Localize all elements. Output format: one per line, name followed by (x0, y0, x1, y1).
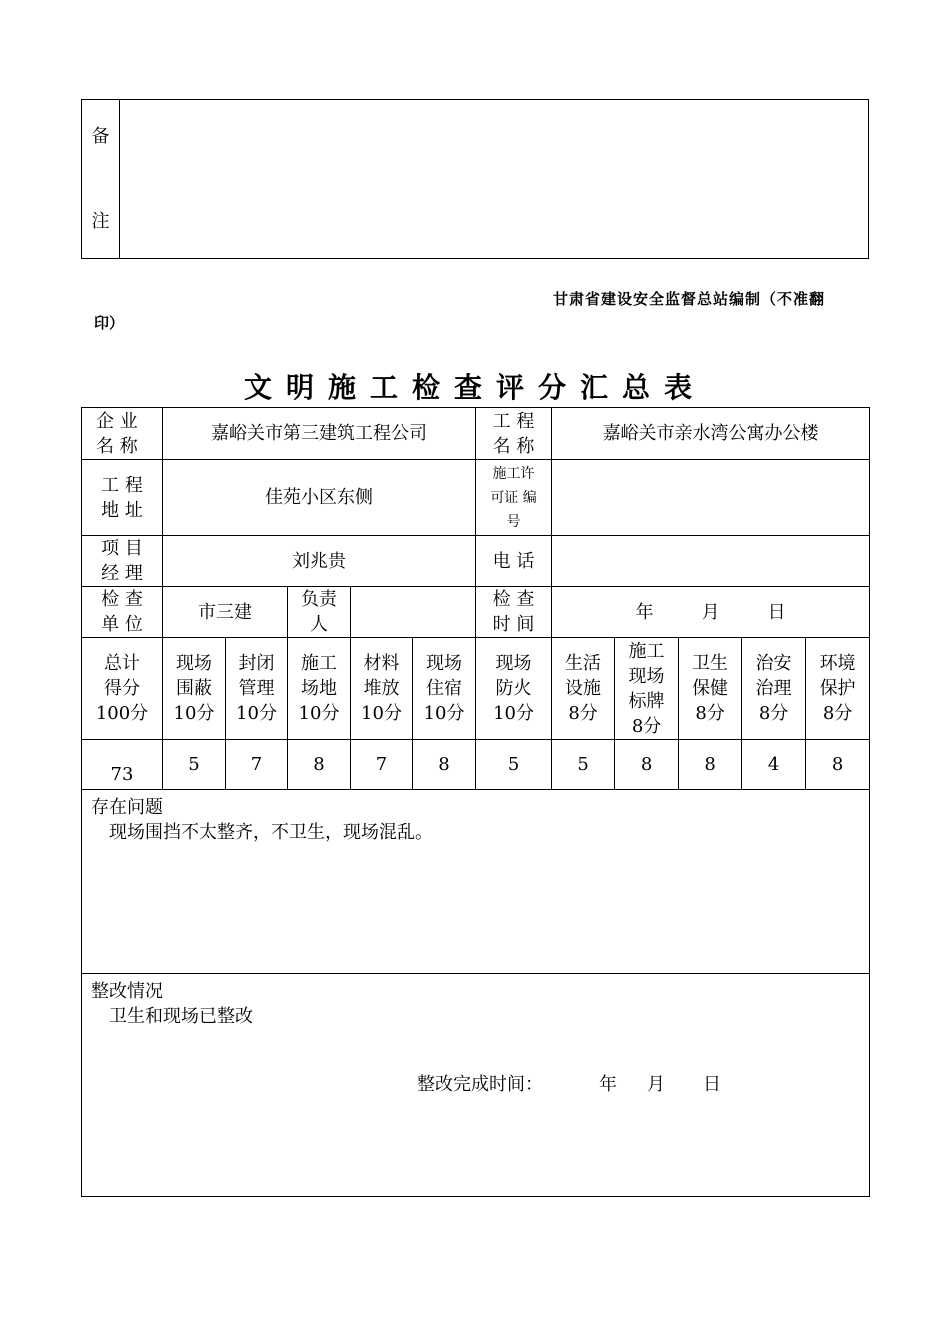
score-header-line: 围蔽 (176, 678, 212, 699)
score-value-cell: 8 (615, 740, 679, 790)
project-value: 嘉峪关市亲水湾公寓办公楼 (552, 408, 870, 460)
score-header-line: 施工 (301, 653, 337, 674)
permit-value (552, 460, 870, 536)
score-header-line: 10分 (236, 703, 277, 724)
score-header-cell (552, 638, 615, 740)
score-header-line: 10分 (423, 703, 465, 724)
score-header-line: 材料 (363, 653, 400, 674)
project-label: 工 程 名 称 (476, 408, 552, 460)
score-header-line: 生活 (565, 653, 602, 674)
score-header-line: 设施 (565, 678, 602, 699)
responsible-value (351, 587, 476, 638)
score-value-row (82, 740, 870, 790)
score-header-line: 治理 (755, 678, 792, 699)
score-header-line: 环境 (819, 653, 856, 674)
score-header-cell (288, 638, 351, 740)
problems-row (82, 790, 870, 974)
summary-table (81, 407, 870, 1197)
issuer-text-line1: 甘肃省建设安全监督总站编制（不准翻 (553, 290, 826, 308)
score-header-line: 8分 (758, 703, 789, 724)
score-header-line: 8分 (695, 703, 725, 724)
phone-label: 电 话 (476, 536, 552, 587)
inspection-row (82, 587, 870, 638)
score-header-cell (413, 638, 476, 740)
score-header-line: 8分 (822, 703, 853, 724)
score-header-line: 住宿 (426, 678, 463, 699)
score-value-cell: 8 (413, 740, 476, 790)
score-header-line: 保健 (692, 678, 729, 699)
score-header-line: 标牌 (628, 690, 665, 712)
address-row (82, 460, 870, 536)
score-header-line: 8分 (631, 715, 662, 737)
phone-value (552, 536, 870, 587)
rectification-cell (82, 974, 870, 1197)
problems-label: 存在问题 (91, 797, 163, 818)
time-label: 检 查 时 间 (476, 587, 552, 638)
score-value-cell: 5 (476, 740, 552, 790)
score-header-line: 10分 (298, 703, 340, 724)
score-value-cell: 5 (552, 740, 615, 790)
problems-cell (82, 790, 870, 974)
score-header-line: 施工 (628, 640, 665, 662)
score-value-cell: 4 (742, 740, 806, 790)
manager-label: 项 目 经 理 (82, 536, 163, 587)
score-header-line: 治安 (755, 653, 792, 674)
issuer-text-line2: 印） (94, 314, 125, 332)
score-value-cell: 7 (351, 740, 413, 790)
score-value-cell: 8 (806, 740, 870, 790)
score-header-line: 10分 (173, 703, 215, 724)
manager-value: 刘兆贵 (163, 536, 476, 587)
page-title: 文明施工检查评分汇总表 (243, 371, 706, 404)
score-header-line: 管理 (238, 678, 275, 699)
permit-label: 施工许 可证 编 号 (476, 460, 552, 536)
score-header-cell (82, 638, 163, 740)
remarks-label-cell (82, 100, 120, 259)
remarks-table (81, 99, 869, 259)
company-row (82, 408, 870, 460)
score-header-line: 现场 (628, 665, 665, 687)
score-header-line: 10分 (361, 703, 402, 724)
score-header-line: 封闭 (238, 653, 275, 674)
score-header-cell (615, 638, 679, 740)
score-header-cell (476, 638, 552, 740)
score-header-line: 现场 (495, 653, 532, 674)
score-header-line: 8分 (568, 703, 598, 724)
score-header-cell (679, 638, 742, 740)
score-header-line: 得分 (104, 678, 140, 699)
score-value-cell: 8 (679, 740, 742, 790)
score-header-line: 100分 (95, 703, 149, 724)
address-value: 佳苑小区东侧 (163, 460, 476, 536)
score-header-line: 场地 (301, 678, 337, 699)
score-header-line: 10分 (493, 703, 534, 724)
score-header-line: 卫生 (692, 653, 729, 674)
address-label: 工 程 地 址 (82, 460, 163, 536)
score-header-line: 保护 (819, 678, 856, 699)
inspector-label: 检 查 单 位 (82, 587, 163, 638)
rectification-row (82, 974, 870, 1197)
rectification-completion-time: 整改完成时间： 年 月 日 (417, 1074, 721, 1095)
responsible-label: 负责 人 (288, 587, 351, 638)
total-score-cell: 73 (82, 740, 163, 790)
inspector-value: 市三建 (163, 587, 288, 638)
score-header-cell (226, 638, 288, 740)
company-value: 嘉峪关市第三建筑工程公司 (163, 408, 476, 460)
remarks-content-cell (120, 100, 869, 259)
score-header-cell (742, 638, 806, 740)
time-value: 年 月 日 (552, 587, 870, 638)
score-header-line: 现场 (426, 653, 463, 674)
rectification-text: 卫生和现场已整改 (109, 1006, 253, 1027)
score-header-cell (351, 638, 413, 740)
rectification-label: 整改情况 (91, 981, 163, 1002)
score-header-row (82, 638, 870, 740)
score-header-cell (806, 638, 870, 740)
score-value-cell: 5 (163, 740, 226, 790)
remarks-label-bottom: 注 (91, 211, 110, 232)
score-header-cell (163, 638, 226, 740)
remarks-label-top: 备 (91, 126, 110, 147)
manager-row (82, 536, 870, 587)
score-header-line: 堆放 (363, 678, 400, 699)
problems-text: 现场围挡不太整齐，不卫生，现场混乱。 (109, 822, 433, 843)
company-label: 企 业 名 称 (82, 408, 163, 460)
score-header-line: 防火 (495, 678, 532, 699)
score-header-line: 总计 (104, 653, 140, 674)
score-value-cell: 7 (226, 740, 288, 790)
score-header-line: 现场 (176, 653, 212, 674)
score-value-cell: 8 (288, 740, 351, 790)
